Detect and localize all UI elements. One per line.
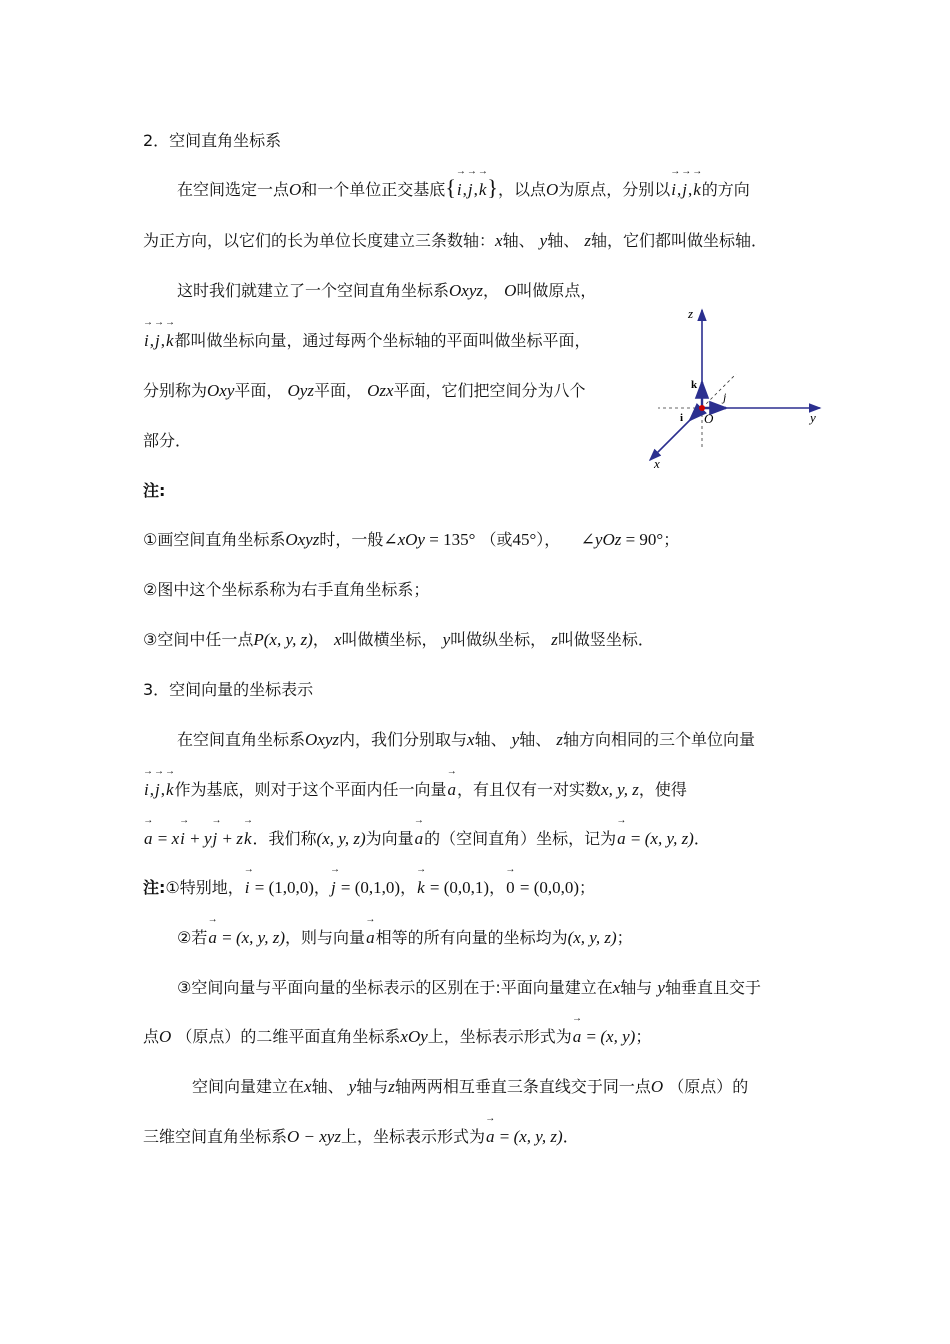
section2-heading: 2．空间直角坐标系 — [143, 131, 282, 150]
x-axis-label: x — [654, 456, 660, 471]
notes1-title: 注: — [143, 481, 166, 500]
origin-label: O — [704, 411, 714, 426]
section3-heading: 3．空间向量的坐标表示 — [143, 680, 314, 699]
section2-para1-line1: 在空间选定一点O和一个单位正交基底{→ i,→ j,→ k}，以点O为原点，分别以→ i,→ j,→ k的方向 — [177, 176, 750, 202]
z-axis-label: z — [688, 306, 694, 321]
section2-para2-line3: 分别称为Oxy平面， Oyz平面， Ozx平面，它们把空间分为八个 — [143, 381, 586, 400]
section2-para2-line2: → i,→ j,→ k都叫做坐标向量，通过每两个坐标轴的平面叫做坐标平面， — [143, 329, 591, 353]
notes2-item3-line1: ③空间向量与平面向量的坐标表示的区别在于:平面向量建立在x轴与 y轴垂直且交于 — [177, 978, 761, 997]
section3-para1-line1: 在空间直角坐标系Oxyz内，我们分别取与x轴、 y轴、 z轴方向相同的三个单位向量 — [177, 730, 755, 749]
notes1-item3: ③空间中任一点P(x, y, z)， x叫做横坐标， y叫做纵坐标， z叫做竖坐标． — [143, 630, 654, 649]
section2-para2-line4: 部分． — [143, 431, 192, 450]
section2-para2-line1: 这时我们就建立了一个空间直角坐标系Oxyz， O叫做原点， — [177, 281, 597, 300]
notes2-item3-line3: 空间向量建立在x轴、 y轴与z轴两两相互垂直三条直线交于同一点O （原点）的 — [192, 1077, 749, 1096]
notes2-item2: ②若→ a = (x, y, z)，则与向量→ a相等的所有向量的坐标均为(x, y, z)； — [177, 926, 633, 950]
notes2-item3-line2: 点O （原点）的二维平面直角坐标系xOy上，坐标表示形式为→ a = (x, y)； — [143, 1025, 651, 1049]
j-label: j — [723, 390, 727, 404]
notes2-item1: 注:①特别地，→ i = (1,0,0)，→ j = (0,1,0)，→ k = (0,0,1)，→ 0 = (0,0,0)； — [143, 876, 595, 900]
section2-para1-line2: 为正方向，以它们的长为单位长度建立三条数轴：x轴、 y轴、 z轴，它们都叫做坐标轴． — [143, 231, 767, 250]
notes1-item1: ①画空间直角坐标系Oxyz时，一般∠xOy = 135° （或45°）， ∠yOz = 90°； — [143, 530, 680, 549]
x-axis-negative — [702, 374, 736, 408]
notes2-item3-line4: 三维空间直角坐标系O − xyz上，坐标表示形式为→ a = (x, y, z)． — [143, 1125, 579, 1149]
y-axis-label: y — [810, 410, 816, 425]
coordinate-system-diagram — [640, 300, 840, 480]
section3-para1-line2: → i,→ j,→ k作为基底，则对于这个平面内任一向量→ a，有且仅有一对实数x, y, z，使得 — [143, 778, 687, 802]
k-label: k — [691, 379, 698, 391]
section3-para1-line3: → a = x→ i + y→ j + z→ k．我们称(x, y, z)为向量→ a的（空间直角）坐标，记为→ a = (x, y, z)． — [143, 827, 710, 851]
i-label: i — [680, 412, 684, 424]
notes1-item2: ②图中这个坐标系称为右手直角坐标系； — [143, 580, 430, 599]
